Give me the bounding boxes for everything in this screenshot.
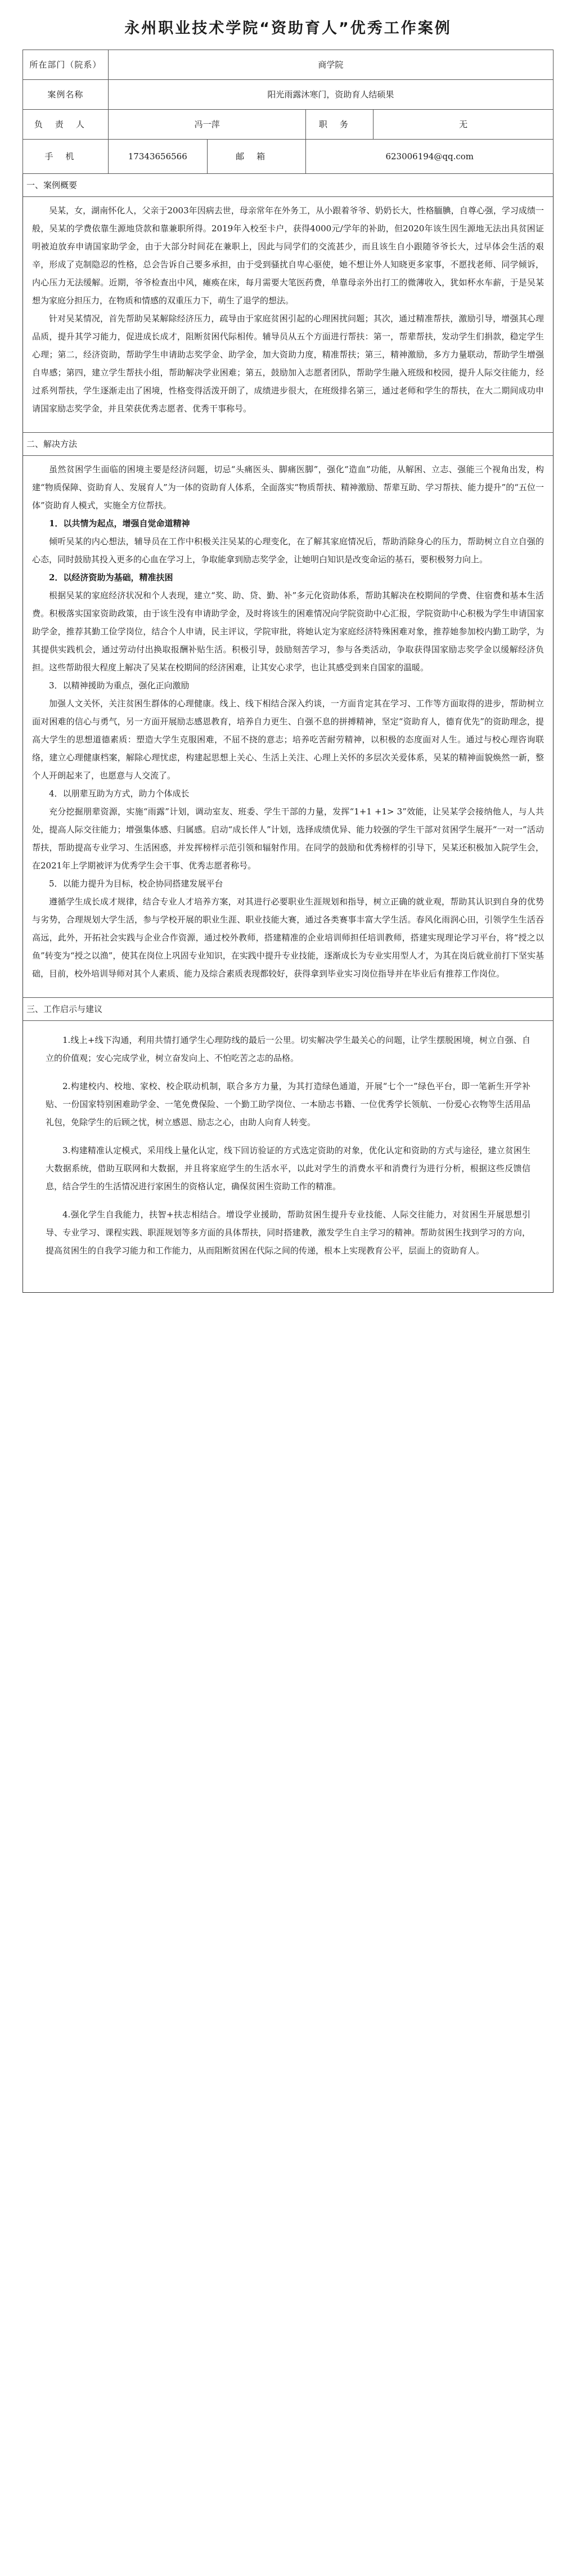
dept-row: [23, 50, 554, 80]
person-row: [23, 110, 554, 140]
case-name-label: 案例名称: [23, 80, 109, 110]
phone-value: 17343656566: [108, 140, 207, 174]
document-title: 永州职业技术学院“资助育人”优秀工作案例: [124, 20, 452, 37]
suggest-paragraph: 3.构建精准认定模式，采用线上量化认定，线下回访验证的方式选定资助的对象，优化认定和资助的方式与途径，建立贫困生大数据系统，借助互联网和大数据，并且将家庭学生的生活水平，以此对学生的消费水平和消费行为进行分析，根据这些反馈信息，结合学生的生活情况进行家困生的资格认定，确保贫困生资助工作的精准。: [46, 1145, 530, 1191]
section-method-heading: 二、解决方法: [22, 433, 554, 456]
phone-label: 手机: [23, 140, 109, 174]
method-item-title: 5．以能力提升为目标，校企协同搭建发展平台: [49, 879, 223, 889]
method-item-text: 遵循学生成长成才规律，结合专业人才培养方案，对其进行必要职业生涯规划和指导，树立正确的就业观，帮助其认识到自身的优势与劣势，合理规划大学生活，参与学校开展的职业生涯、职业技能大赛，通过各类赛事丰富大学生活。春风化雨润心田，引领学生生活吞高远，此外，开拓社会实践与企业合作资源，通过校外教师，搭建精准的企业培训师担任培训教师，搭建实现理论学习平台，将“授之以鱼”转变为“授之以渔”，使其在岗位上巩固专业知识，在实践中提升专业技能，逐渐成长为专业实用型人才，为其在岗后就业前打下坚实基础，目前，校外培训导师对其个人素质、能力及综合素质表现都较好，获得拿到毕业实习岗位指导并在毕业后有推荐工作岗位。: [32, 897, 544, 979]
email-label: 邮箱: [207, 140, 306, 174]
section-summary-heading: 一、案例概要: [22, 174, 554, 197]
dept-label: 所在部门（院系）: [23, 50, 109, 80]
suggest-paragraph: 2.构建校内、校地、家校、校企联动机制，联合多方力量，为其打造绿色通道，开展“七个一”绿色平台，即一笔新生开学补贴、一份国家特别困难助学金、一笔免费保险、一个勤工助学岗位、一本励志书籍、一位优秀学长领航、一份爱心衣物等生活用品礼包，免除学生的后顾之忧，树立感恩、励志之心，由助人向育人转变。: [46, 1081, 530, 1127]
section-summary-body: [22, 197, 554, 433]
section-suggest-body: [22, 1021, 554, 1293]
info-table: [22, 50, 554, 174]
method-item-text: 倾听吴某的内心想法，辅导员在工作中积极关注吴某的心理变化，在了解其家庭情况后，帮助消除身心的压力，帮助树立自立自强的心态，同时鼓励其投入更多的心血在学习上，争取能拿到励志奖学金，让她明白知识是改变命运的基石，要积极努力向上。: [32, 536, 544, 565]
summary-paragraph: 吴某，女，湖南怀化人，父亲于2003年因病去世，母亲常年在外务工，从小跟着爷爷、奶奶长大，性格腼腆，自尊心强，学习成绩一般，吴某的学费依靠生源地贷款和靠兼职所得。2019年入校至卡户，获得4000元/学年的补助，但2020年该生因生源地无法出具贫困证明被迫放弃申请国家助学金，由于大部分时间花在兼职上，因此与同学们的交流甚少，而且该生自小跟随爷爷长大，过早体会生活的艰辛，形成了克制隐忍的性格，总会告诉自己要多承担，由于受到骚扰自卑心驱使，她不想让外人知晓更多家事，不愿找老师、同学倾诉，内心压力无法缓解。近期，爷爷检查出中风，瘫痪在床，每月需要大笔医药费，单靠母亲外出打工的微薄收入，犹如杯水车薪，于是吴某想为家庭分担压力，在物质和情感的双重压力下，萌生了退学的想法。: [32, 205, 544, 306]
dept-value: 商学院: [108, 50, 553, 80]
person-label: 负责人: [23, 110, 109, 140]
summary-paragraph: 针对吴某情况，首先帮助吴某解除经济压力，疏导由于家庭贫困引起的心理困扰问题；其次，通过精准帮扶，激励引导，增强其心理品质，提升其学习能力，促进成长成才，阻断贫困代际相传。辅导员从五个方面进行帮扶：第一，帮辈帮扶，发动学生们捐款，稳定学生心理；第二，经济资助，帮助学生申请助志奖学金、助学金，加大资助力度，精准帮扶；第三，精神激励，多方力量联动，帮助学生增强自卑感；第四，建立学生帮扶小组，帮助解决学业困难；第五，鼓励加入志愿者团队，帮助学生融入班级和校园，提升人际交往能力，经过系列帮扶，学生逐渐走出了困境，性格变得活泼开朗了，成绩进步很大，在班级排名第三，通过老师和学生的帮扶，在大二期间成功申请国家励志奖学金，并且荣获优秀志愿者、优秀干事称号。: [32, 313, 544, 414]
method-item-title: 2．以经济资助为基础，精准扶困: [49, 572, 173, 583]
case-name-value: 阳光雨露沐寒门，资助育人结硕果: [108, 80, 553, 110]
method-item-text: 根据吴某的家庭经济状况和个人表现，建立“奖、助、贷、勤、补”多元化资助体系，帮助其解决在校期间的学费、住宿费和基本生活费。积极落实国家资助政策，由于该生没有申请助学金，及时将该生的困难情况向学院资助中心汇报，学院资助中心积极为学生申请国家助学金，推荐其勤工俭学岗位，结合个人申请，民主评议，学院审批，将她认定为家庭经济特殊困难对象，推荐她参加校内勤工助学，为其提供实践机会，通过劳动付出换取报酬补贴生活。积极引导，鼓励刻苦学习，参与各类活动，争取获得国家励志奖学金以缓解经济负担。这些帮助很大程度上解决了吴某在校期间的经济困难，让其安心求学，也让其感受到来自国家的温暖。: [32, 590, 544, 673]
suggest-paragraph: 1.线上+线下沟通，利用共情打通学生心理防线的最后一公里。切实解决学生最关心的问题，让学生摆脱困境，树立自强、自立的价值观；安心完成学业，树立奋发向上、不怕吃苦之志的品格。: [46, 1035, 530, 1063]
method-item-title: 1．以共情为起点，增强自觉命道精神: [49, 518, 190, 528]
post-value: 无: [374, 110, 554, 140]
suggest-paragraph: 4.强化学生自我能力，扶智+扶志相结合。增设学业援助，帮助贫困生提升专业技能、人际交往能力，对贫困生开展思想引导、专业学习、课程实践、职涯规划等多方面的具体帮扶，同时搭建教，激发学生自主学习的精神。帮助贫困生找到学习的方向，提高贫困生的自我学习能力和工作能力，从而阻断贫困在代际之间的传递，根本上实现教育公平，层面上的资助育人。: [46, 1209, 530, 1256]
section-method-body: [22, 456, 554, 998]
contact-row: [23, 140, 554, 174]
method-item-title: 4．以朋辈互助为方式，助力个体成长: [49, 789, 190, 799]
case-document: [22, 0, 554, 1315]
email-value: 623006194@qq.com: [306, 140, 554, 174]
post-label: 职务: [306, 110, 374, 140]
section-suggest-heading: 三、工作启示与建议: [22, 998, 554, 1021]
method-item-title: 3．以精神援助为重点，强化正向激励: [49, 680, 190, 691]
method-item-text: 加强人文关怀，关注贫困生群体的心理健康。线上、线下相结合深入约谈，一方面肯定其在学习、工作等方面取得的进步，帮助树立面对困难的信心与勇气，另一方面开展励志感恩教育，培养自力更生、自强不息的拼搏精神，坚定“资助育人，德育优先”的资助理念，提高大学生的思想道德素质：塑造大学生克服困难，不屈不挠的意志；培养吃苦耐劳精神，以积极的态度面对人生。通过与校心理咨询联络，建立心理健康档案，解除心理忧虑，构建起思想上关心、生活上关注、心理上关怀的多层次关爱体系，吴某的精神面貌焕然一新，整个人开朗起来了，也愿意与人交流了。: [32, 698, 544, 781]
method-item-text: 充分挖掘朋辈资源，实施“雨露”计划，调动室友、班委、学生干部的力量，发挥“1+1 +1> 3”效能，让吴某学会接纳他人，与人共处，提高人际交往能力；增强集体感、归属感。启动“成长伴人”计划，选择成绩优异、能力较强的学生干部对贫困学生展开“一对一”活动帮扶，帮助提高专业学习、生活困惑，并发挥榜样示范引领和辐射作用。在同学的鼓励和优秀榜样的引导下，吴某还积极加入院学生会，在2021年上学期被评为优秀学生会干事、优秀志愿者称号。: [32, 807, 544, 871]
method-intro: 虽然贫困学生面临的困境主要是经济问题，切忌“头痛医头、脚痛医脚”，强化“造血”功能，从解困、立志、强能三个视角出发，构建“物质保障、资助育人、发展育人”为一体的资助育人体系，全面落实“物质帮扶、精神激励、帮辈互助、学习帮扶、能力提升”的“五位一体”资助育人模式，实施全方位帮扶。: [32, 464, 544, 510]
person-value: 冯一萍: [108, 110, 306, 140]
case-name-row: [23, 80, 554, 110]
